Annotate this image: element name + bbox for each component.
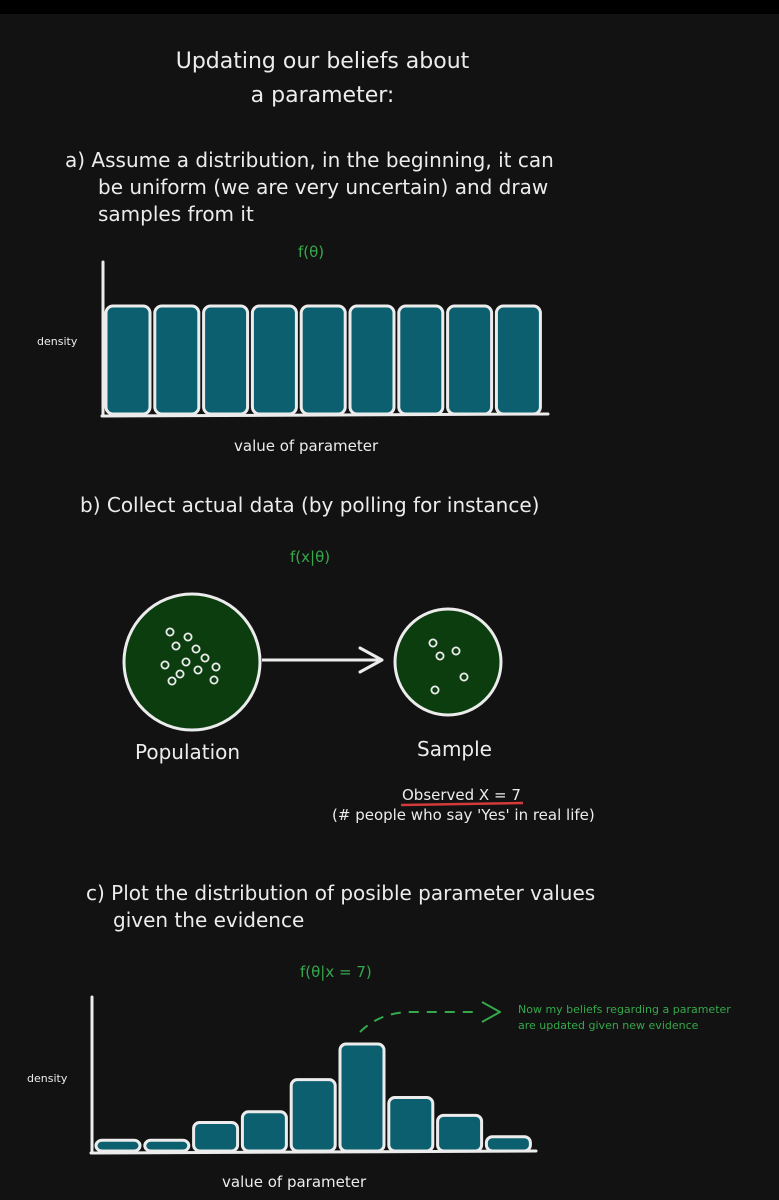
step-a-line-3: samples from it [98, 202, 254, 226]
formula-prior: f(θ) [298, 243, 325, 261]
posterior-bar [96, 1140, 140, 1151]
step-a-line-1: a) Assume a distribution, in the beginning, it can [65, 148, 554, 172]
posterior-chart [91, 997, 536, 1153]
posterior-xlabel: value of parameter [222, 1173, 367, 1191]
prior-bar [204, 306, 248, 414]
posterior-bar [340, 1044, 384, 1151]
prior-chart [102, 262, 548, 416]
formula-posterior: f(θ|x = 7) [300, 963, 372, 981]
update-note-line-1: Now my beliefs regarding a parameter [518, 1003, 731, 1016]
posterior-bar [438, 1115, 482, 1151]
dashed-arrow-head [482, 1002, 500, 1022]
step-c-line-2: given the evidence [113, 908, 305, 932]
prior-bar [350, 306, 394, 414]
sample-label: Sample [417, 737, 492, 761]
population-sample-diagram [124, 594, 501, 730]
prior-ylabel: density [37, 335, 78, 348]
prior-bar [301, 306, 345, 414]
step-a-line-2: be uniform (we are very uncertain) and draw [98, 175, 549, 199]
update-note-line-2: are updated given new evidence [518, 1019, 699, 1032]
prior-bar [106, 306, 150, 414]
prior-xlabel: value of parameter [234, 437, 379, 455]
posterior-bar [486, 1137, 530, 1151]
prior-bar [252, 306, 296, 414]
title-line-2: a parameter: [250, 83, 395, 108]
title-line-1: Updating our beliefs about [175, 49, 470, 74]
population-label: Population [135, 740, 241, 764]
sample-circle [395, 609, 501, 715]
posterior-bar [145, 1140, 189, 1151]
prior-bar [448, 306, 492, 414]
posterior-bar [242, 1112, 286, 1151]
formula-likelihood: f(x|θ) [290, 548, 331, 566]
prior-bar [496, 306, 540, 414]
prior-bar [155, 306, 199, 414]
dashed-arrow-line [360, 1012, 478, 1032]
population-circle [124, 594, 260, 730]
posterior-bar [194, 1122, 238, 1151]
step-b-line: b) Collect actual data (by polling for instance) [80, 493, 540, 517]
posterior-ylabel: density [27, 1072, 68, 1085]
dashed-arrow [360, 1002, 500, 1032]
posterior-bar [389, 1098, 433, 1152]
observed-label: Observed X = 7 [402, 786, 521, 804]
prior-bar [399, 306, 443, 414]
step-c-line-1: c) Plot the distribution of posible parameter values [86, 881, 596, 905]
posterior-bar [291, 1080, 335, 1151]
observed-note: (# people who say 'Yes' in real life) [332, 806, 595, 824]
